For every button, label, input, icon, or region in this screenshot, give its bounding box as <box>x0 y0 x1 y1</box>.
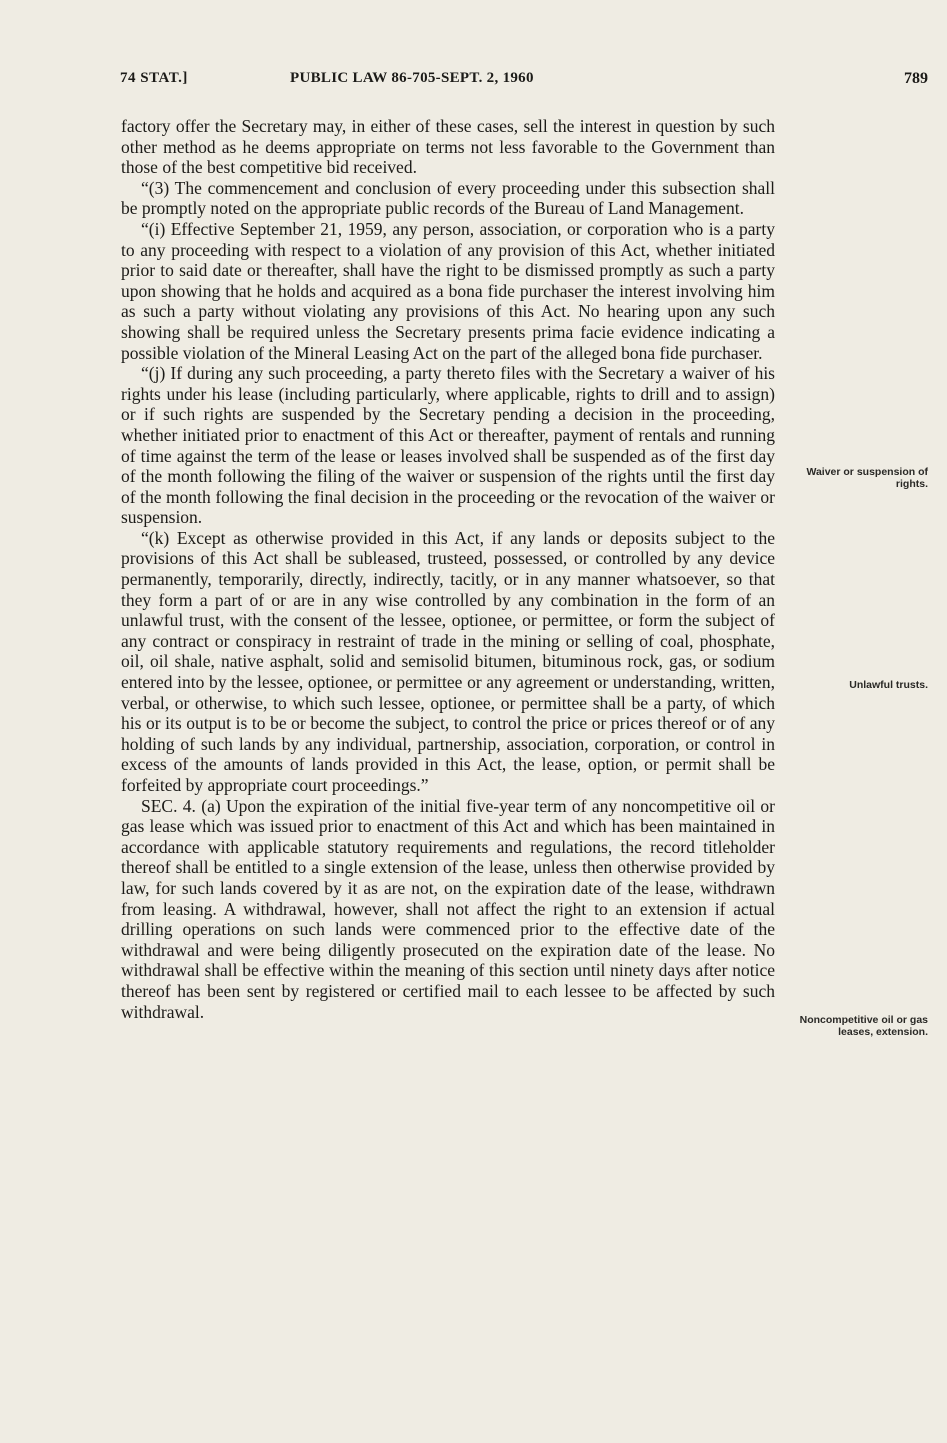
paragraph-subsection-3: “(3) The commencement and conclusion of every proceeding under this subsection shall be promptly noted on the appropriate public records of the Bureau of Land Management. <box>121 177 775 219</box>
running-header <box>120 70 928 96</box>
margin-note-unlawful-trusts: Unlawful trusts. <box>849 679 928 691</box>
paragraph-subsection-i: “(i) Effective September 21, 1959, any person, association, or corporation who is a party to any proceeding with respect to a violation of any provision of this Act, whether initiated prior to said date or thereafter, shall have the right to be dismissed promptly as such a party upon showing that he holds and acquired as a bona fide purchaser the interest involving him as such a party without violating any provisions of this Act. No hearing upon any such showing shall be required unless the Secretary presents prima facie evidence indicating a possible violation of the Mineral Leasing Act on the part of the alleged bona fide purchaser. <box>121 218 775 363</box>
volume-reference: 74 STAT.] <box>120 70 188 86</box>
paragraph-subsection-j: “(j) If during any such proceeding, a party thereto files with the Secretary a waiver of his rights under his lease (including particularly, where applicable, rights to drill and to assign) or if such rights are suspended by the Secretary pending a decision in the proceeding, whether initiated prior to enactment of this Act or thereafter, payment of rentals and running of time against the term of the lease or leases involved shall be suspended as of the first day of the month following the filing of the waiver or suspension of the rights until the first day of the month following the final decision in the proceeding or the revocation of the waiver or suspension. <box>121 363 775 528</box>
page-number: 789 <box>904 70 928 87</box>
paragraph-section-4 <box>121 796 775 1023</box>
margin-note-waiver: Waiver or suspension of rights. <box>806 466 928 490</box>
paragraph-subsection-k: “(k) Except as otherwise provided in this Act, if any lands or deposits subject to the provisions of this Act shall be subleased, trusteed, possessed, or controlled by any device permanently, temporarily, directly, indirectly, tacitly, or in any manner whatsoever, so that they form a part of or are in any wise controlled by any combination in the form of an unlawful trust, with the consent of the lessee, optionee, or permittee, or form the subject of any contract or conspiracy in restraint of trade in the mining or selling of coal, phosphate, oil, oil shale, native asphalt, solid and semisolid bitumen, bituminous rock, gas, or sodium entered into by the lessee, optionee, or permittee or any agreement or understanding, written, verbal, or otherwise, to which such lessee, optionee, or permittee shall be a party, of which his or its output is to be or become the subject, to control the price or prices thereof or of any holding of such lands by any individual, partnership, association, corporation, or control in excess of the amounts of lands provided in this Act, the lease, option, or permit shall be forfeited by appropriate court proceedings.” <box>121 527 775 795</box>
section-label: SEC. 4. <box>141 795 196 816</box>
running-title: PUBLIC LAW 86-705-SEPT. 2, 1960 <box>290 70 534 86</box>
paragraph-continuation: factory offer the Secretary may, in either of these cases, sell the interest in question by such other method as he deems appropriate on terms not less favorable to the Government than those of the best competitive bid received. <box>121 116 775 178</box>
body-text <box>121 116 775 1022</box>
section-4-text: (a) Upon the expiration of the initial five-year term of any noncompetitive oil or gas lease which was issued prior to enactment of this Act and which has been maintained in accordance with applicable statutory requirements and regulations, the record titleholder thereof shall be entitled to a single extension of the lease, unless then otherwise provided by law, for such lands covered by it as are not, on the expiration date of the lease, withdrawn from leasing. A withdrawal, however, shall not affect the right to an extension if actual drilling operations on such lands were commenced prior to the effective date of the withdrawal and were being diligently prosecuted on the expiration date of the lease. No withdrawal shall be effective within the meaning of this section until ninety days after notice thereof has been sent by registered or certified mail to each lessee to be affected by such withdrawal. <box>121 795 775 1022</box>
margin-note-noncompetitive: Noncompetitive oil or gas leases, extension. <box>799 1014 928 1038</box>
